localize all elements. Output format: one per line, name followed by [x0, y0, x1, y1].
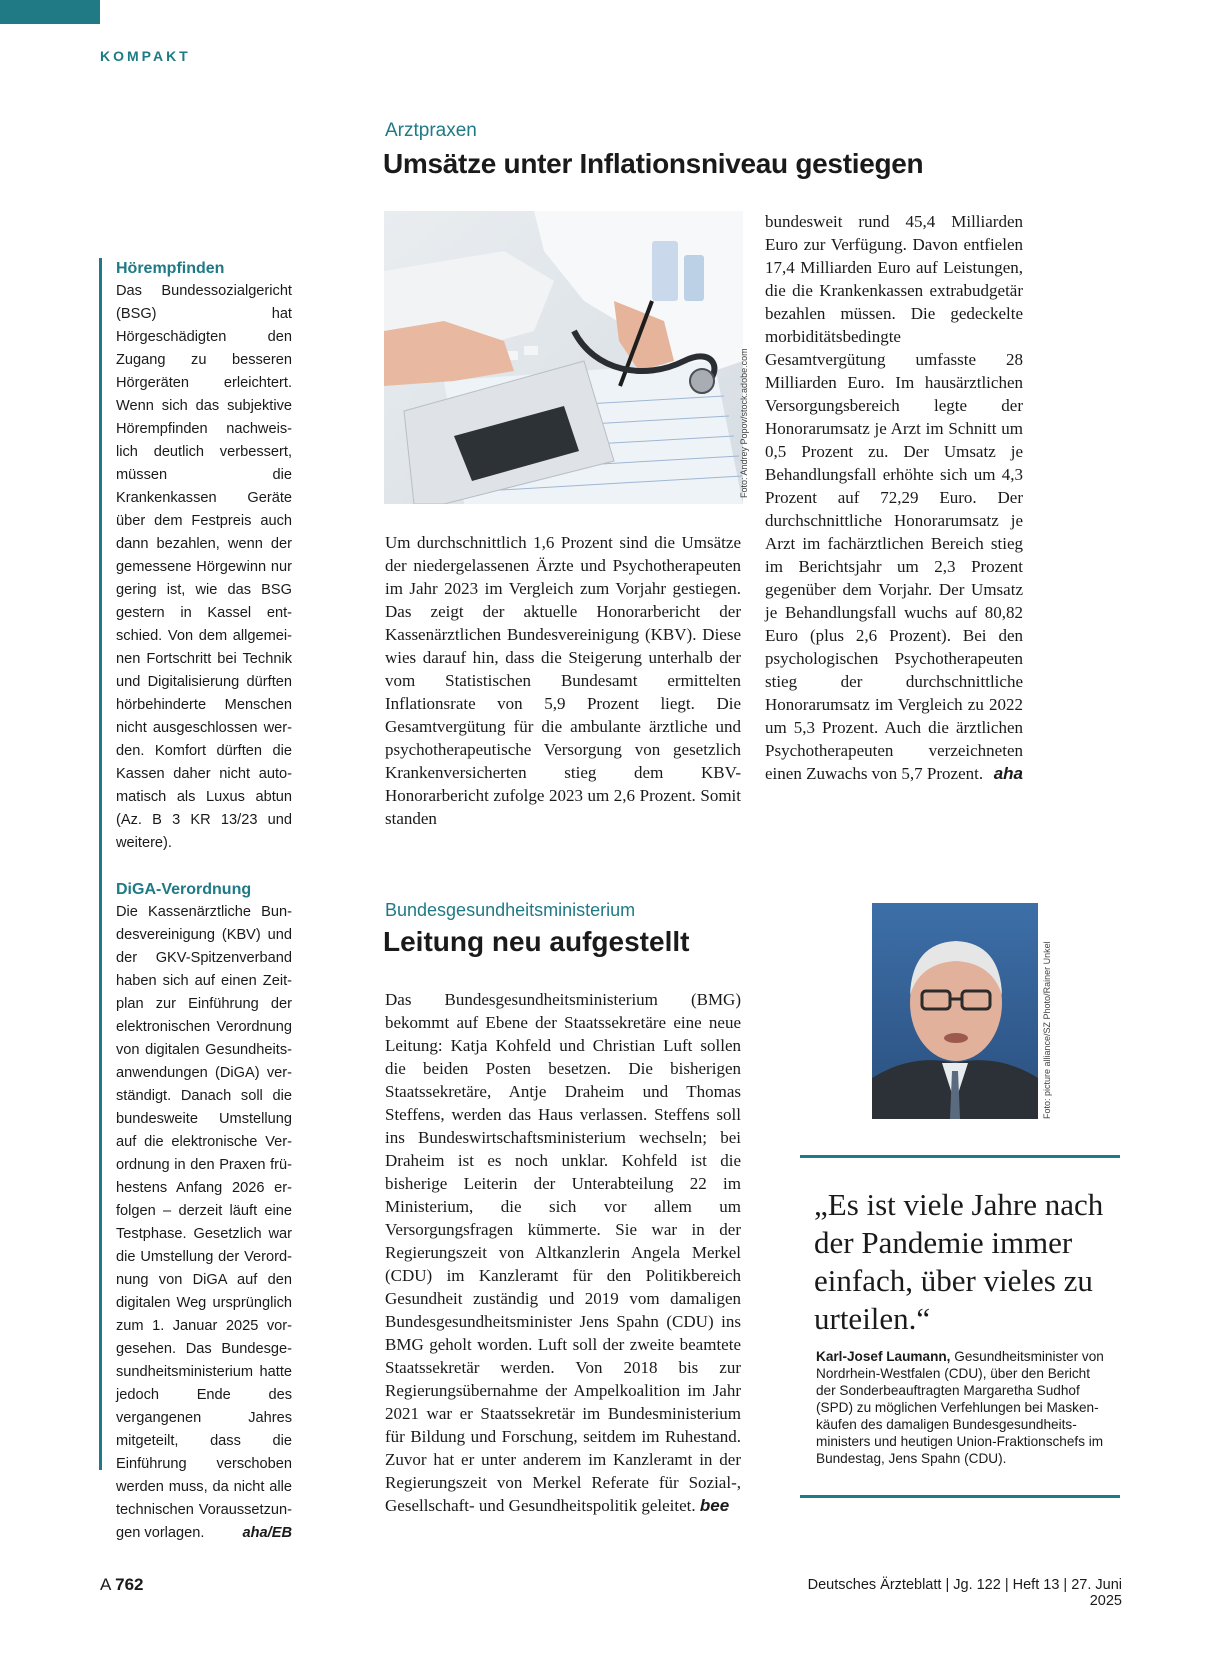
- article-title: Umsätze unter Inflationsniveau gestiegen: [383, 148, 924, 179]
- sidebar-item-title: Hörempfinden: [116, 260, 225, 277]
- quote-attribution-text: Gesundheitsminister von Nordrhein-Westfalen (CDU), über den Bericht der Sonderbeauftragten Margaretha Sudhof (SPD) zu möglichen Verfehlungen bei Maskenkäufen des damaligen Bundesgesundheitsministers und heutigen Union-Fraktionschefs im Bundestag, Jens Spahn (CDU).: [816, 1349, 1104, 1466]
- quote-text: „Es ist viele Jahre nach der Pandemie immer einfach, über vieles zu urteilen.“: [814, 1187, 1104, 1336]
- article-kicker: Bundesgesundheitsministerium: [385, 900, 636, 920]
- article-signature: aha: [993, 764, 1023, 783]
- publication-info: Deutsches Ärzteblatt | Jg. 122 | Heft 13 | 27. Juni 2025: [807, 1577, 1122, 1609]
- sidebar-signature: aha/EB: [242, 1525, 292, 1541]
- section-label: KOMPAKT: [100, 48, 191, 64]
- quote-attribution: [816, 1348, 1112, 1467]
- sidebar-item-title: DiGA-Verordnung: [116, 881, 252, 898]
- page-number: [100, 1575, 144, 1595]
- photo-credit: Foto: picture alliance/SZ Photo/Rainer Unkel: [1042, 941, 1052, 1119]
- article-kicker: Arztpraxen: [385, 120, 477, 141]
- article-body-text: Das Bundesgesundheitsministerium (BMG) bekommt auf Ebene der Staatssekretäre eine neue Leitung: Katja Kohfeld und Christian Luft sollen die beiden Posten besetzen. Die bisherigen Staatssekretäre, Antje Draheim und Thomas Steffens, werden das Haus verlassen. Steffens soll ins Bundeswirtschaftsministerium wechseln; bei Draheim ist es noch unklar. Kohfeld ist die bisherige Leiterin der Unterabteilung 22 im Ministerium, die sich vor allem um Versorgungsfragen kümmerte. Sie war in der Regierungszeit von Altkanzlerin Angela Merkel (CDU) im Kanzleramt für den Politikbereich Gesundheit zuständig und 2019 vom damaligen Bundesgesundheitsminister Jens Spahn (CDU) ins BMG geholt worden. Luft soll der zweite beamtete Staatssekretär werden. Von 2018 bis zur Regierungsübernahme der Ampelkoalition im Jahr 2021 war er Staatssekretär im Bundesministerium für Bildung und Forschung, seitdem im Ruhestand. Zuvor hat er unter anderem im Kanzleramt in der Regierungszeit von Merkel Referate für Sozial-, Gesellschaft- und Gesundheitspolitik geleitet.: [385, 990, 741, 1515]
- sidebar-news: [99, 258, 292, 1541]
- page-number-value: 762: [115, 1575, 144, 1594]
- photo-credit: Foto: Andrey Popov/stock.adobe.com: [739, 348, 749, 498]
- sidebar-item-text: [116, 901, 292, 1545]
- portrait-photo: [872, 903, 1038, 1119]
- quote-speaker: Karl-Josef Laumann,: [816, 1349, 951, 1364]
- article-body-column: Um durchschnittlich 1,6 Prozent sind die Umsätze der niedergelassenen Ärzte und Psychotherapeuten im Jahr 2023 im Vergleich zum Vorjahr gestiegen. Das zeigt der aktuelle Honorarbericht der Kassenärztlichen Bundesvereinigung (KBV). Diese wies darauf hin, dass die Steigerung unterhalb der vom Statistischen Bundesamt ermittelten Inflationsrate von 5,9 Prozent liegt. Die Gesamtvergütung für die ambulante ärztliche und psychotherapeutische Versorgung von gesetzlich Krankenversicherten stieg dem KBV-Honorarbericht zufolge 2023 um 2,6 Prozent. Somit standen: [385, 533, 741, 828]
- article-title: Leitung neu aufgestellt: [383, 926, 690, 957]
- article-body-column: [765, 210, 1023, 785]
- doctor-calculator-photo: [384, 211, 743, 504]
- article-body: [385, 988, 741, 1517]
- page-prefix: A: [100, 1575, 111, 1594]
- article-signature: bee: [699, 1496, 730, 1515]
- sidebar-item-body: Die Kassenärztliche Bundesvereinigung (KBV) und der GKV-Spitzenverband haben sich auf einen Zeitplan zur Einführung der elektronischen Verordnung von digitalen Gesundheitsanwendungen (DiGA) verständigt. Danach soll die bundesweite Umstellung auf die elektronische Verordnung in den Praxen frühestens Anfang 2026 erfolgen – derzeit läuft eine Testphase. Gesetzlich war die Umstellung der Verordnung von DiGA auf den digitalen Weg ursprünglich zum 1. Januar 2025 vorgesehen. Das Bundesgesundheitsministerium hatte jedoch Ende des vergangenen Jahres mitgeteilt, dass die Einführung verschoben werden muss, da nicht alle technischen Voraussetzungen vorlagen.: [116, 904, 292, 1541]
- article-body-text: bundesweit rund 45,4 Milliarden Euro zur Verfügung. Davon entfielen 17,4 Milliarden Euro auf Leistungen, die die Krankenkassen extrabudgetär bezahlen müssen. Die gedeckelte morbiditätsbedingte Gesamtvergütung umfasste 28 Milliarden Euro. Im hausärztlichen Versorgungsbereich legte der Honorarumsatz je Arzt im Schnitt um 0,5 Prozent zu. Der Umsatz je Behandlungsfall erhöhte sich um 4,3 Prozent auf 72,29 Euro. Der durchschnittliche Honorarumsatz je Arzt im fachärztlichen Bereich stieg im Berichtsjahr um 2,3 Prozent gegenüber dem Vorjahr. Der Umsatz je Behandlungsfall wuchs auf 80,82 Euro (plus 2,6 Prozent). Bei den psychologischen Psychotherapeuten stieg der durchschnittliche Honorarumsatz im Vergleich zu 2022 um 5,3 Prozent. Auch die ärztlichen Psychotherapeuten verzeichneten einen Zuwachs von 5,7 Prozent.: [765, 212, 1023, 783]
- quote-box: [800, 1155, 1120, 1498]
- sidebar-item-text: Das Bundessozialgericht (BSG) hat Hörgeschädigten den Zugang zu besseren Hörgeräten erleichtert. Wenn sich das subjektive Hörempfinden nachweislich deutlich verbessert, müssen die Krankenkassen Geräte über dem Festpreis auch dann bezahlen, wenn der gemessene Hörgewinn nur gering ist, wie das BSG gestern in Kassel entschied. Von dem allgemeinen Fortschritt bei Technik und Digitalisierung dürften hörbehinderte Menschen nicht ausgeschlossen werden. Komfort dürften die Kassen daher nicht automatisch als Luxus abtun (Az. B 3 KR 13/23 und weitere).: [116, 283, 292, 851]
- corner-accent-bar: [0, 0, 100, 24]
